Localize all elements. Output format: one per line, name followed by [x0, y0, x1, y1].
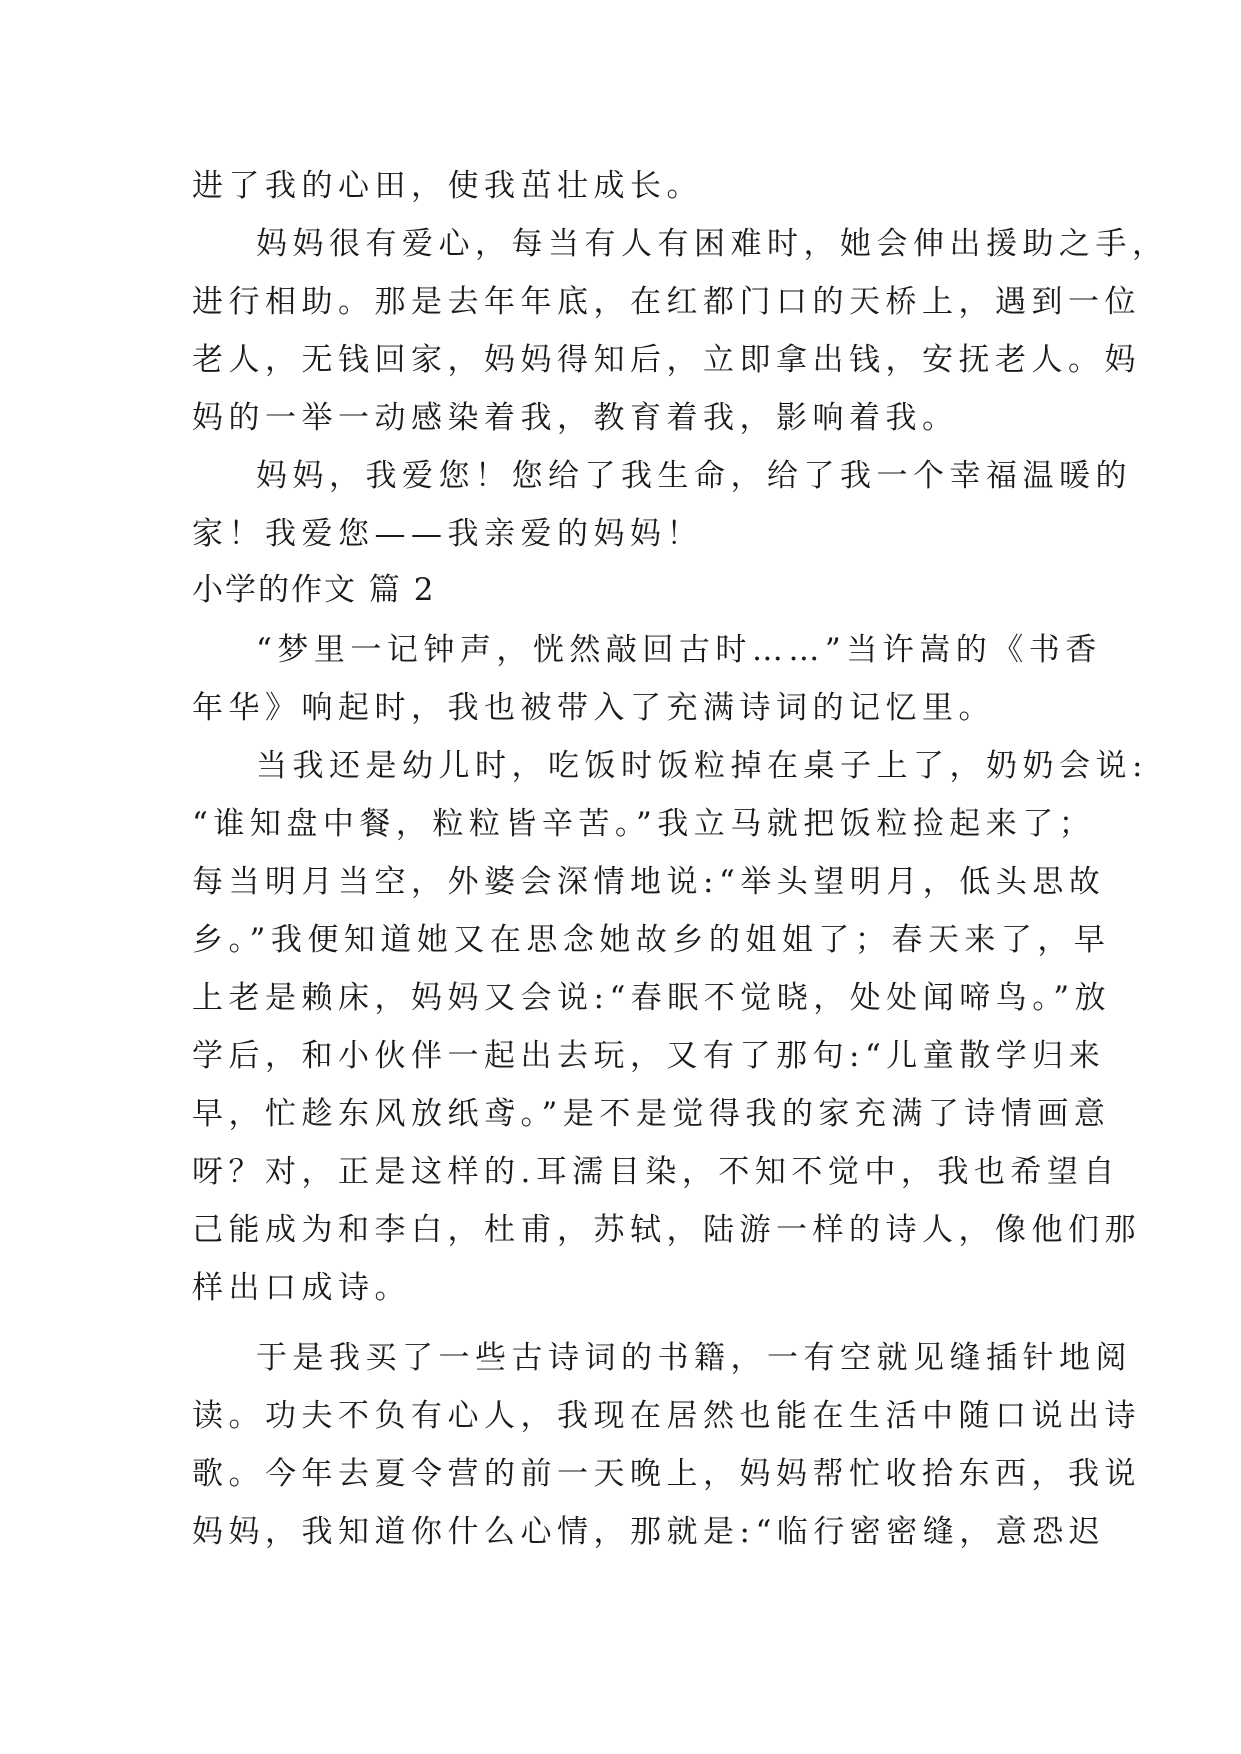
- paragraph-start-line: 妈妈很有爱心，每当有人有困难时，她会伸出援助之手，: [256, 226, 1169, 262]
- text-line: 读。功夫不负有心人，我现在居然也能在生活中随口说出诗: [192, 1398, 1141, 1434]
- text-line: 每当明月当空，外婆会深情地说:“举头望明月，低头思故: [192, 864, 1106, 900]
- text-line: 进行相助。那是去年年底，在红都门口的天桥上，遇到一位: [192, 284, 1141, 320]
- text-line: 己能成为和李白，杜甫，苏轼，陆游一样的诗人，像他们那: [192, 1212, 1141, 1248]
- paragraph-start-line: 当我还是幼儿时，吃饭时饭粒掉在桌子上了，奶奶会说:: [256, 748, 1148, 784]
- text-line: 妈的一举一动感染着我，教育着我，影响着我。: [192, 400, 959, 436]
- text-line: “谁知盘中餐，粒粒皆辛苦。”我立马就把饭粒捡起来了；: [192, 806, 1096, 842]
- text-line: 呀？对，正是这样的.耳濡目染，不知不觉中，我也希望自: [192, 1154, 1120, 1190]
- section-heading: 小学的作文 篇 2: [192, 572, 436, 608]
- text-line: 年华》响起时，我也被带入了充满诗词的记忆里。: [192, 690, 995, 726]
- text-line: 歌。今年去夏令营的前一天晚上，妈妈帮忙收拾东西，我说: [192, 1456, 1141, 1492]
- paragraph-start-line: “梦里一记钟声，恍然敲回古时……”当许嵩的《书香: [256, 632, 1102, 668]
- text-line: 妈妈，我知道你什么心情，那就是:“临行密密缝，意恐迟: [192, 1514, 1106, 1550]
- text-line: 家！我爱您——我亲爱的妈妈！: [192, 516, 703, 552]
- text-line: 老人，无钱回家，妈妈得知后，立即拿出钱，安抚老人。妈: [192, 342, 1141, 378]
- text-line: 学后，和小伙伴一起出去玩，又有了那句:“儿童散学归来: [192, 1038, 1106, 1074]
- text-line: 样出口成诗。: [192, 1270, 411, 1306]
- paragraph-start-line: 妈妈，我爱您！您给了我生命，给了我一个幸福温暖的: [256, 458, 1132, 494]
- paragraph-start-line: 于是我买了一些古诗词的书籍，一有空就见缝插针地阅: [256, 1340, 1132, 1376]
- text-line: 早，忙趁东风放纸鸢。”是不是觉得我的家充满了诗情画意: [192, 1096, 1111, 1132]
- text-line: 乡。”我便知道她又在思念她故乡的姐姐了；春天来了，早: [192, 922, 1111, 958]
- text-line: 上老是赖床，妈妈又会说:“春眠不觉晓，处处闻啼鸟。”放: [192, 980, 1112, 1016]
- text-line: 进了我的心田，使我茁壮成长。: [192, 168, 703, 204]
